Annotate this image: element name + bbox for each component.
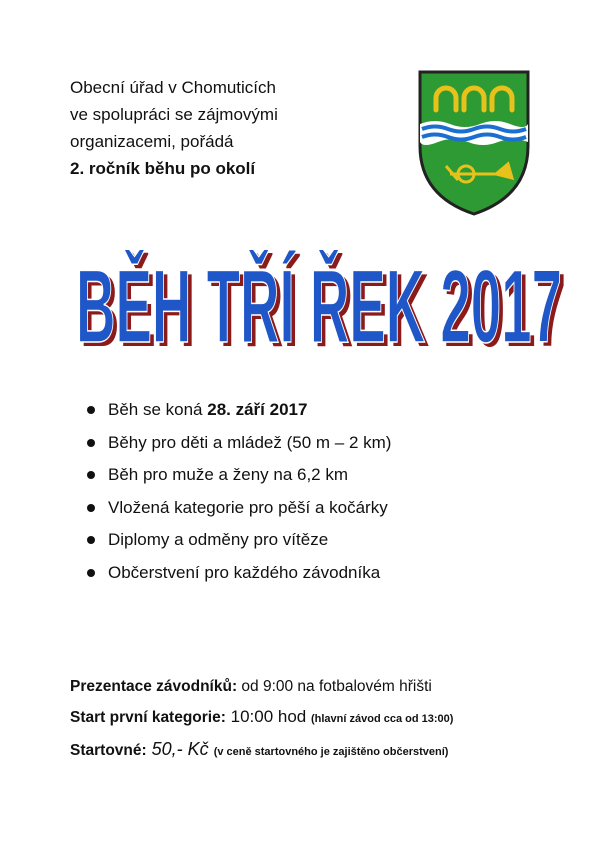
title-text: BĚH TŘÍ ŘEK 2017 (76, 250, 562, 355)
list-item-text: Občerstvení pro každého závodníka (108, 562, 381, 582)
intro-line-bold: 2. ročník běhu po okolí (70, 159, 256, 178)
event-details-list (84, 394, 391, 589)
bullet-icon (87, 439, 95, 447)
event-date: 28. září 2017 (207, 400, 308, 419)
list-item (84, 459, 391, 492)
list-item-text: Běh pro muže a ženy na 6,2 km (108, 465, 349, 484)
intro-text (70, 74, 278, 182)
list-item (84, 524, 391, 557)
fee-line (70, 734, 453, 767)
intro-line: organizacemi, pořádá (70, 132, 234, 151)
event-title (70, 250, 570, 355)
registration-value: od 9:00 na fotbalovém hřišti (237, 678, 432, 695)
registration-line (70, 672, 453, 702)
intro-line: Obecní úřad v Chomuticích (70, 78, 276, 97)
bullet-icon (87, 536, 95, 544)
list-item (84, 557, 391, 590)
list-item-text: Diplomy a odměny pro vítěze (108, 530, 329, 549)
list-item (84, 394, 391, 427)
intro-line: ve spolupráci se zájmovými (70, 105, 278, 124)
bullet-icon (87, 504, 95, 512)
fee-label: Startovné: (70, 742, 147, 759)
bullet-icon (87, 406, 95, 414)
bullet-icon (87, 471, 95, 479)
start-label: Start první kategorie: (70, 709, 226, 726)
bullet-icon (87, 569, 95, 577)
list-item-text: Běh se koná (108, 400, 208, 419)
title-shadow: BĚH TŘÍ ŘEK 2017 (80, 253, 566, 355)
registration-label: Prezentace závodníků: (70, 678, 238, 695)
list-item-text: Vložená kategorie pro pěší a kočárky (108, 497, 388, 517)
coat-of-arms-icon (416, 68, 532, 218)
event-info (70, 672, 453, 767)
start-note: (hlavní závod cca od 13:00) (310, 713, 454, 725)
list-item (84, 427, 391, 460)
fee-value: 50,- Kč (146, 739, 214, 759)
fee-note: (v ceně startovného je zajištěno občerstvení) (213, 746, 449, 758)
list-item-text: Běhy pro děti a mládež (50 m – 2 km) (108, 432, 392, 452)
list-item (84, 492, 391, 525)
start-value: 10:00 hod (225, 707, 311, 726)
start-line (70, 702, 453, 734)
